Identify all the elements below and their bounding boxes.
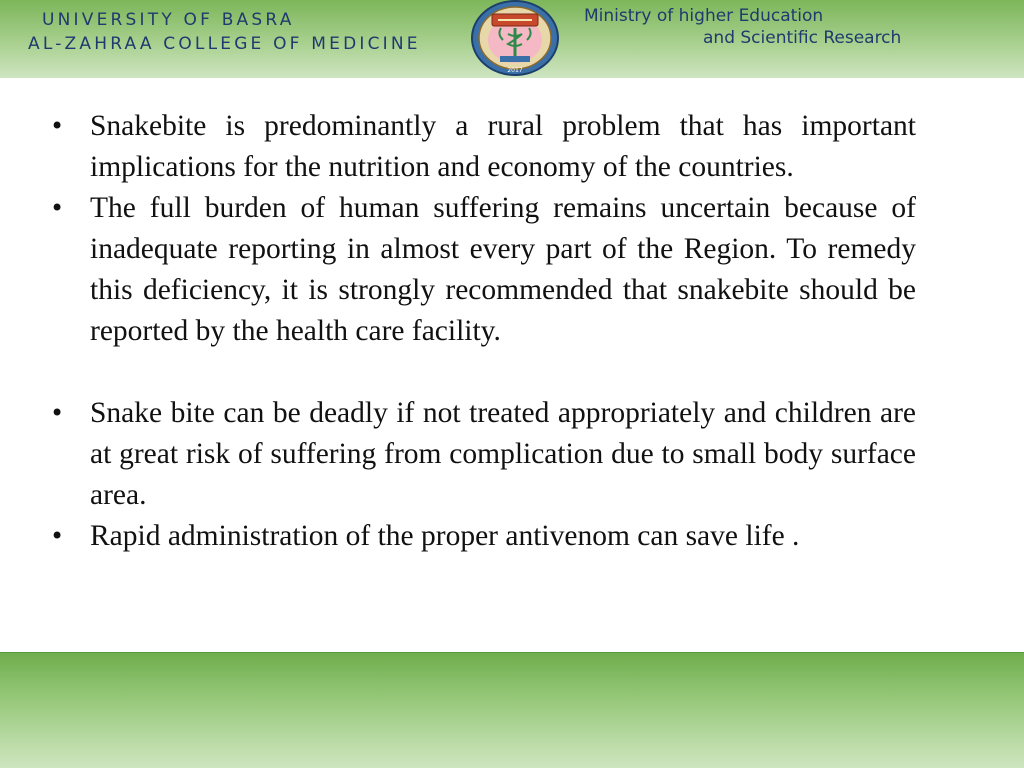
college-name: AL-ZAHRAA COLLEGE OF MEDICINE [28, 34, 421, 54]
bullet-text: Snake bite can be deadly if not treated appropriately and children are at great risk of suffering from complication due to small body surface area. [90, 397, 916, 511]
footer-band [0, 652, 1024, 768]
bullet-dot-icon: • [50, 522, 65, 550]
bullet-text: Rapid administration of the proper antivenom can save life . [90, 520, 800, 552]
bullet-dot-icon: • [50, 399, 65, 427]
bullet-item [50, 188, 916, 352]
university-name: UNIVERSITY OF BASRA [42, 10, 295, 30]
bullet-item [50, 516, 916, 557]
bullet-text: The full burden of human suffering remains uncertain because of inadequate reporting in almost every part of the Region. To remedy this deficiency, it is strongly recommended that snakebite should be reported by the health care facility. [90, 192, 916, 347]
ministry-line-2: and Scientific Research [703, 28, 902, 48]
bullet-item [50, 393, 916, 516]
bullet-item [50, 106, 916, 188]
ministry-title-block [584, 5, 901, 49]
paragraph-spacer [50, 352, 916, 393]
bullet-dot-icon: • [50, 112, 65, 140]
bullet-dot-icon: • [50, 194, 65, 222]
slide-content [50, 106, 916, 557]
university-title-block [28, 8, 421, 56]
header-band [0, 0, 1024, 78]
college-seal-icon [470, 0, 560, 76]
ministry-line-1: Ministry of higher Education [584, 6, 824, 26]
logo-year: 2017 [507, 67, 523, 74]
bullet-text: Snakebite is predominantly a rural problem that has important implications for the nutrition and economy of the countries. [90, 110, 916, 183]
